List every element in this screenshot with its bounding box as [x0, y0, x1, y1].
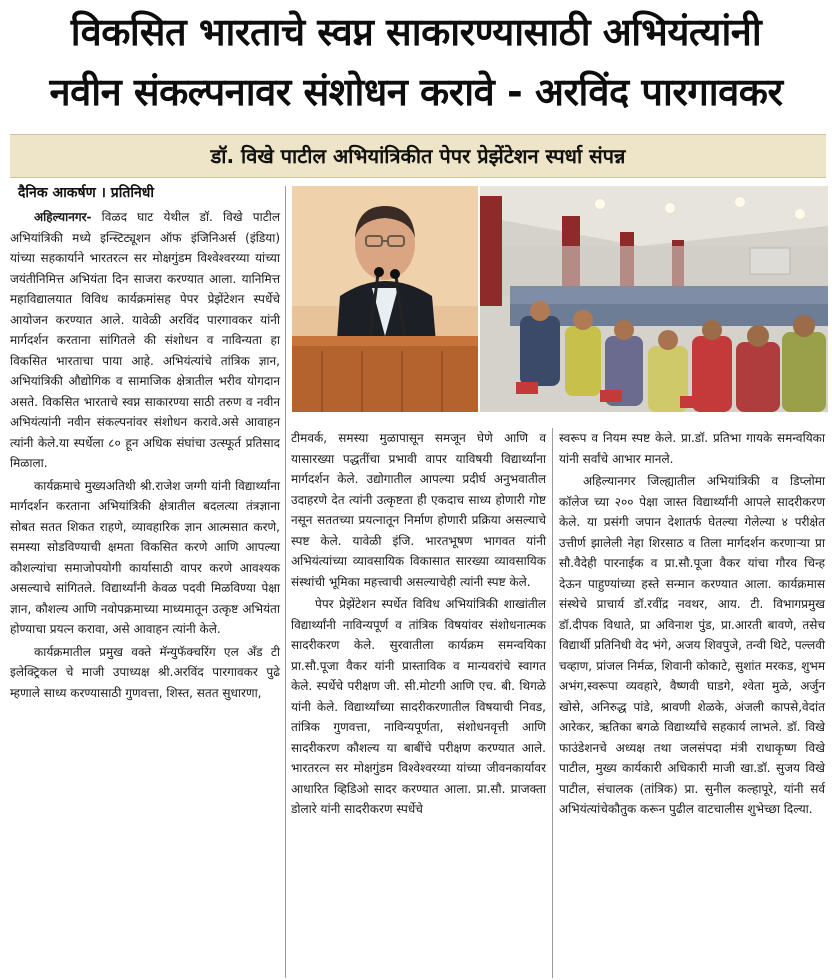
- headline-line-2: नवीन संकल्पनावर संशोधन करावे - अरविंद पारगावकर: [49, 70, 783, 114]
- article-column-2: [291, 428, 546, 820]
- dateline: अहिल्यानगर-: [34, 210, 92, 224]
- article-paragraph: कार्यक्रमाचे मुख्यअतिथी श्री.राजेश जग्गी यांनी विद्यार्थ्यांना मार्गदर्शन करताना अभियांत्रिकी क्षेत्रातील बदलत्या तंत्रज्ञाना सोबत सतत शिकत राहणे, व्यावहारिक ज्ञान आत्मसात करणे, समस्या सोडविण्याची क्षमता विकसित करणे आणि आपल्या कौशल्यांचा समाजोपयोगी कार्यासाठी वापर करणे आवश्यक असल्याचे सांगितले. विद्यार्थ्यांनी केवळ पदवी मिळविण्या पेक्षा ज्ञान, कौशल्य आणि नवोपक्रमाच्या माध्यमातून उत्कृष्ट अभियंता होण्याचा प्रयत्न करावा, असे आवाहन त्यांनी केले.: [10, 478, 280, 636]
- byline: दैनिक आकर्षण । प्रतिनिधी: [18, 185, 154, 201]
- audience-photo: [480, 186, 828, 412]
- article-paragraph: [10, 207, 280, 474]
- speaker-illustration: [292, 186, 478, 412]
- article-paragraph: अहिल्यानगर जिल्ह्यातील अभियांत्रिकी व डिप्लोमा कॉलेज च्या २०० पेक्षा जास्त विद्यार्थ्यांनी आपले सादरीकरण केले. या प्रसंगी जपान देशातर्फ घेतल्या गेलेल्या ४ परीक्षेत उत्तीर्ण झालेली नेहा शिरसाठ व तिला मार्गदर्शन करणाऱ्या प्रा सौ.वैदेही पारनाईक व प्रा.सौ.पूजा वैकर यांचा गौरव चिन्ह देऊन पाहुण्यांच्या हस्ते सन्मान करण्यात आला. कार्यक्रमास संस्थेचे प्राचार्य डॉ.रवींद्र नवथर, आय. टी. विभागप्रमुख डॉ.दीपक विधाते, प्रा अविनाश पुंड, प्रा.आरती बावणे, तसेच विद्यार्थी प्रतिनिधी वेद भंगे, अजय शिवपुजे, तन्वी थिटे, पल्लवी चव्हाण, प्रांजल निर्मळ, शिवानी कोकाटे, सुशांत मरकड, शुभम अभंग,स्वरूपा व्यवहारे, वैष्णवी घाडगे, श्वेता मुळे, अर्जुन खोसे, अनिरुद्ध पांडे, श्रावणी शेळके, अंजली कापसे,वेदांत आरेकर, ऋतिका बगळे विद्यार्थ्यांचे सहकार्य लाभले. डॉ. विखे फाउंडेशनचे अध्यक्ष तथा जलसंपदा मंत्री राधाकृष्ण विखे पाटील, मुख्य कार्यकारी अधिकारी माजी खा.डॉ. सुजय विखे पाटील, संचालक (तांत्रिक) प्रा. सुनील कल्हापूरे, यांनी सर्व अभियंत्यांचेकौतुक करून पुढील वाटचालीस शुभेच्छा दिल्या.: [559, 474, 825, 816]
- column-rule-2: [552, 428, 553, 978]
- article-paragraph: टीमवर्क, समस्या मुळापासून समजून घेणे आणि व यासारख्या पद्धतींचा प्रभावी वापर याविषयी विद्यार्थ्यांना मार्गदर्शन केले. उद्योगातील आपल्या प्रदीर्घ अनुभवातील उदाहरणे देत त्यांनी उत्कृष्टता ही एकदाच साध्य होणारी गोष्ट नसून सततच्या प्रयत्नातून निर्माण होणारी प्रक्रिया असल्याचे स्पष्ट केले. यावेळी इंजि. भारतभूषण भागवत यांनी अभियंत्यांच्या व्यावसायिक विकासात सारख्या व्यावसायिक संस्थांची भूमिका महत्त्वाची असल्याचेही त्यांनी स्पष्ट केले.: [291, 431, 546, 589]
- speaker-photo: [292, 186, 478, 412]
- paragraph-text: विळद घाट येथील डॉ. विखे पाटील अभियांत्रिकी मध्ये इन्स्टिट्यूशन ऑफ इंजिनिअर्स (इंडिया) यांच्या सहकार्याने भारतरत्न सर मोक्षगुंडम विश्वेश्वरय्या यांच्या जयंतीनिमित्त अभियंता दिन साजरा करण्यात आला. यानिमित्त महाविद्यालयात विविध कार्यक्रमांसह पेपर प्रेझेंटेशन स्पर्धेचे आयोजन करण्यात आले. यावेळी अरविंद पारगावकर यांनी मार्गदर्शन करताना सांगितले की संशोधन व नाविन्यता हा विकसित भारताचा पाया आहे. अभियंत्यांचे तांत्रिक ज्ञान, अभियांत्रिकी औद्योगिक व सामाजिक क्षेत्रातील भरीव योगदान असते. विकसित भारताचे स्वप्न साकारण्या साठी तरुण व नवीन अभियंत्यांनी नवीन संकल्पनांवर संशोधन करावे.असे आवाहन त्यांनी केले.या स्पर्धेला ८० हून अधिक संघांचा उत्स्फूर्त प्रतिसाद मिळाला.: [10, 210, 280, 470]
- article-paragraph: पेपर प्रेझेंटेशन स्पर्धेत विविध अभियांत्रिकी शाखांतील विद्यार्थ्यांनी नाविन्यपूर्ण व तांत्रिक विषयांवर संशोधनात्मक सादरीकरण केले. सुरवातीला कार्यक्रम समन्वयिका प्रा.सौ.पूजा वैकर यांनी प्रास्ताविक व मान्यवरांचे स्वागत केले. स्पर्धेचे परीक्षण जी. सी.मोटगी आणि एच. बी. थिगळे यांनी केले. विद्यार्थ्यांच्या सादरीकरणातील विषयाची निवड, तांत्रिक गुणवत्ता, नाविन्यपूर्णता, संशोधनवृत्ती आणि सादरीकरण कौशल्य या बाबींचे परीक्षण करण्यात आले. भारतरत्न सर मोक्षगुंडम विश्वेश्वरय्या यांच्या जीवनकार्यावर आधारित व्हिडिओ सादर करण्यात आला. प्रा.सौ. प्राजक्ता डोलारे यांनी सादरीकरण स्पर्धेचे: [291, 597, 546, 816]
- article-paragraph: स्वरूप व नियम स्पष्ट केले. प्रा.डॉ. प्रतिभा गायके समन्वयिका यांनी सर्वांचे आभार मानले.: [559, 431, 825, 466]
- audience-illustration: [480, 186, 828, 412]
- article-paragraph: कार्यक्रमातील प्रमुख वक्ते मॅन्युफॅक्चरिंग एल अँड टी इलेक्ट्रिकल चे माजी उपाध्यक्ष श्री.अरविंद पारगावकर पुढे म्हणाले साध्य करण्यासाठी गुणवत्ता, शिस्त, सतत सुधारणा,: [10, 644, 280, 700]
- column-rule-1: [285, 186, 286, 978]
- article-column-3: [559, 428, 825, 820]
- subheadline: डॉ. विखे पाटील अभियांत्रिकीत पेपर प्रेझेंटेशन स्पर्धा संपन्न: [210, 144, 626, 168]
- subheadline-bar: [10, 134, 826, 178]
- headline-line-1: विकसित भारताचे स्वप्न साकारण्यासाठी अभियंत्यांनी: [70, 10, 762, 54]
- article-column-1: [10, 207, 280, 703]
